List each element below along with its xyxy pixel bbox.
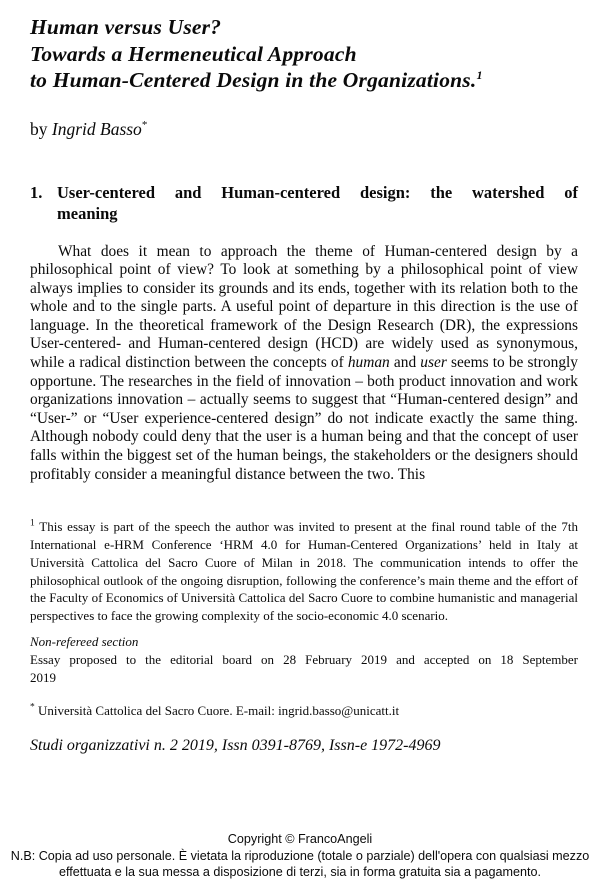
affiliation-note xyxy=(30,702,578,720)
title-line-3-text: to Human-Centered Design in the Organizations. xyxy=(30,68,477,92)
affiliation-text: Università Cattolica del Sacro Cuore. E-mail: ingrid.basso@unicatt.it xyxy=(38,703,400,719)
title-line-1: Human versus User? xyxy=(30,15,222,39)
section-heading xyxy=(30,182,578,225)
byline xyxy=(30,118,578,140)
author-note-ref: * xyxy=(141,118,148,131)
usage-notice: N.B: Copia ad uso personale. È vietata la riproduzione (totale o parziale) dell'opera con qualsiasi mezzo effettuata e la sua messa a disposizione di terzi, sia in forma gratuita sia a pagamento. xyxy=(10,848,590,880)
journal-line: Studi organizzativi n. 2 2019, Issn 0391-8769, Issn-e 1972-4969 xyxy=(30,737,441,755)
footnotes-block xyxy=(30,518,578,720)
non-refereed-note xyxy=(30,633,578,686)
body-paragraph: What does it mean to approach the theme of Human-centered design by a philosophical point of view? To look at something by a philosophical point of view always implies to consider its grounds and its ends, together with its relation both to the whole and to the single parts. A useful point of departure in this direction is the use of language. In the theoretical framework of the Design Research (DR), the expressions User-centered- and Human-centered design (HCD) are widely used as synonymous, while a radical distinction between the concepts of human and user seems to be strongly opportune. The researches in the field of innovation – both product innovation and work organizations innovation – actually seems to suggest that “Human-centered design” and “User-” or “User experience-centered design” do not indicate exactly the same thing. Although nobody could deny that the user is a human being and that the concept of user falls within the biggest set of the human beings, the stakeholders or the designers should profitably consider a meaningful distance between the two. This xyxy=(30,242,578,483)
page-footer xyxy=(0,831,600,881)
author-name: Ingrid Basso xyxy=(51,118,142,139)
heading-text-line-1: User-centered and Human-centered design: the watershed of xyxy=(57,182,578,202)
editorial-note-line-2: 2019 xyxy=(30,669,56,685)
byline-prefix: by xyxy=(30,118,48,139)
copyright-line: Copyright © FrancoAngeli xyxy=(227,832,373,846)
footnote-1 xyxy=(30,518,578,625)
heading-text-line-2: meaning xyxy=(57,204,118,223)
article-title xyxy=(30,14,578,94)
footnote-1-ref: 1 xyxy=(30,518,35,529)
section-heading-line-1 xyxy=(30,182,578,204)
affiliation-ref: * xyxy=(30,703,35,714)
editorial-note-line-1: Essay proposed to the editorial board on 28 February 2019 and accepted on 18 September xyxy=(30,651,578,667)
title-footnote-ref: 1 xyxy=(476,67,483,82)
heading-number: 1. xyxy=(30,182,43,202)
non-refereed-label: Non-refereed section xyxy=(30,634,139,649)
footnote-1-text: This essay is part of the speech the author was invited to present at the final round table of the 7th International e-HRM Conference ‘HRM 4.0 for Human-Centered Organizations’ held in Italy at Università Cattolica del Sacro Cuore of Milan in 2018. The communication intends to offer the philosophical outlook of the ongoing disruption, following the conference’s main theme and the effort of the Faculty of Economics of Università Cattolica del Sacro Cuore to combine humanistic and managerial perspectives to face the growing complexity of the socio-economic 4.0 scenario. xyxy=(30,519,578,624)
title-line-3 xyxy=(30,67,578,94)
title-line-2: Towards a Hermeneutical Approach xyxy=(30,41,357,66)
